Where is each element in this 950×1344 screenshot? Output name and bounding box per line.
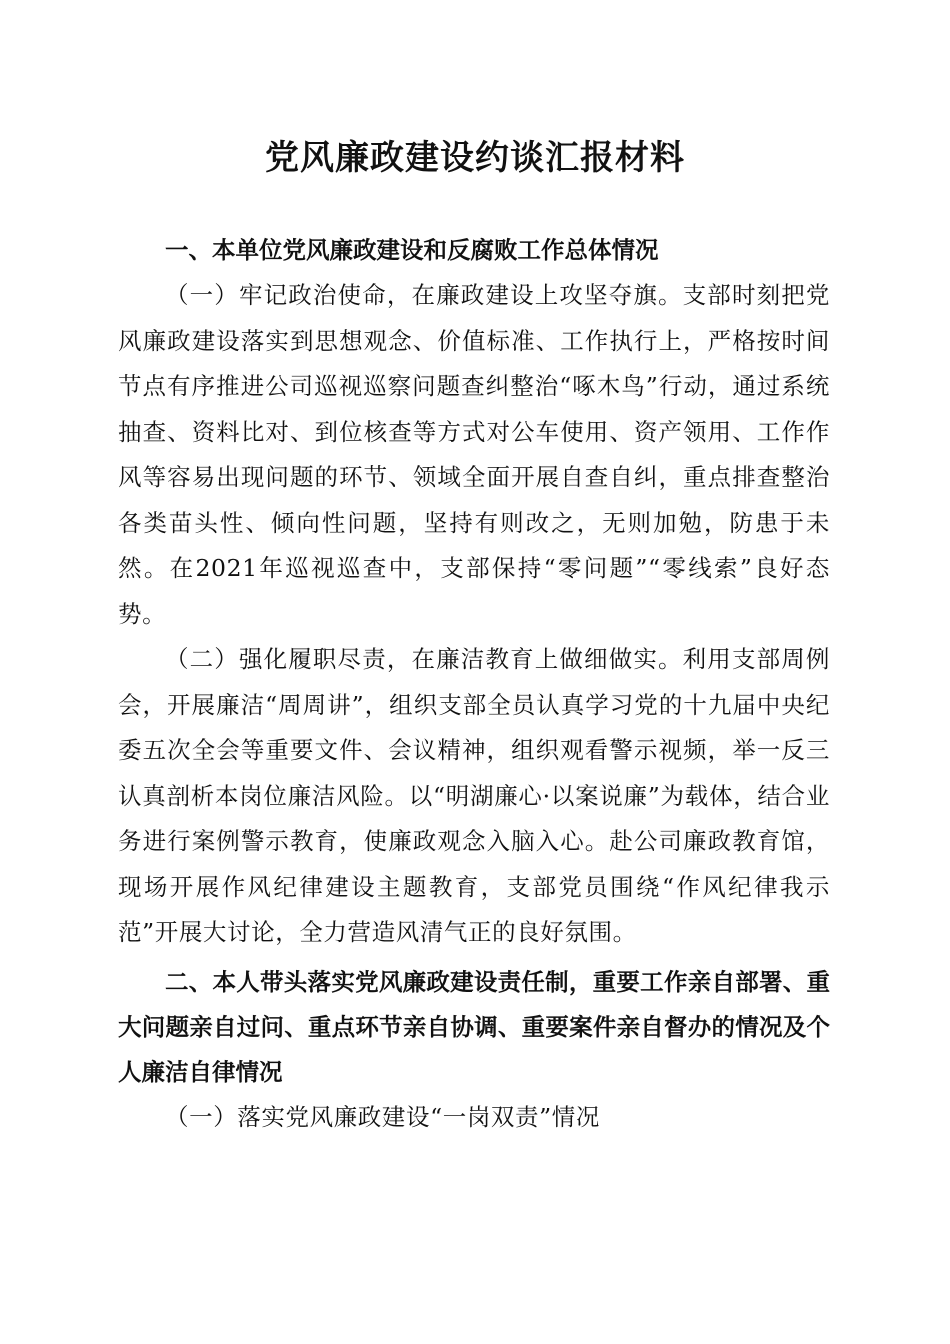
document-title: 党风廉政建设约谈汇报材料	[265, 138, 685, 178]
section-2-heading: 二、本人带头落实党风廉政建设责任制，重要工作亲自部署、重大问题亲自过问、重点环节亲自协调、重要案件亲自督办的情况及个人廉洁自律情况	[118, 967, 830, 1086]
section-1-paragraph-2: （二）强化履职尽责，在廉洁教育上做细做实。利用支部周例会，开展廉洁“周周讲”，组织支部全员认真学习党的十九届中央纪委五次全会等重要文件、会议精神，组织观看警示视频，举一反三认真剖析本岗位廉洁风险。以“明湖廉心·以案说廉”为载体，结合业务进行案例警示教育，使廉政观念入脑入心。赴公司廉政教育馆，现场开展作风纪律建设主题教育，支部党员围绕“作风纪律我示范”开展大讨论，全力营造风清气正的良好氛围。	[118, 645, 830, 946]
document-body	[118, 228, 830, 1140]
section-2-paragraph-1: （一）落实党风廉政建设“一岗双责”情况	[165, 1102, 600, 1131]
section-1-paragraph-1: （一）牢记政治使命，在廉政建设上攻坚夺旗。支部时刻把党风廉政建设落实到思想观念、价值标准、工作执行上，严格按时间节点有序推进公司巡视巡察问题查纠整治“啄木鸟”行动，通过系统抽查、资料比对、到位核查等方式对公车使用、资产领用、工作作风等容易出现问题的环节、领域全面开展自查自纠，重点排查整治各类苗头性、倾向性问题，坚持有则改之，无则加勉，防患于未然。在2021年巡视巡查中，支部保持“零问题”“零线索”良好态势。	[118, 281, 830, 628]
section-1-heading: 一、本单位党风廉政建设和反腐败工作总体情况	[165, 236, 659, 264]
